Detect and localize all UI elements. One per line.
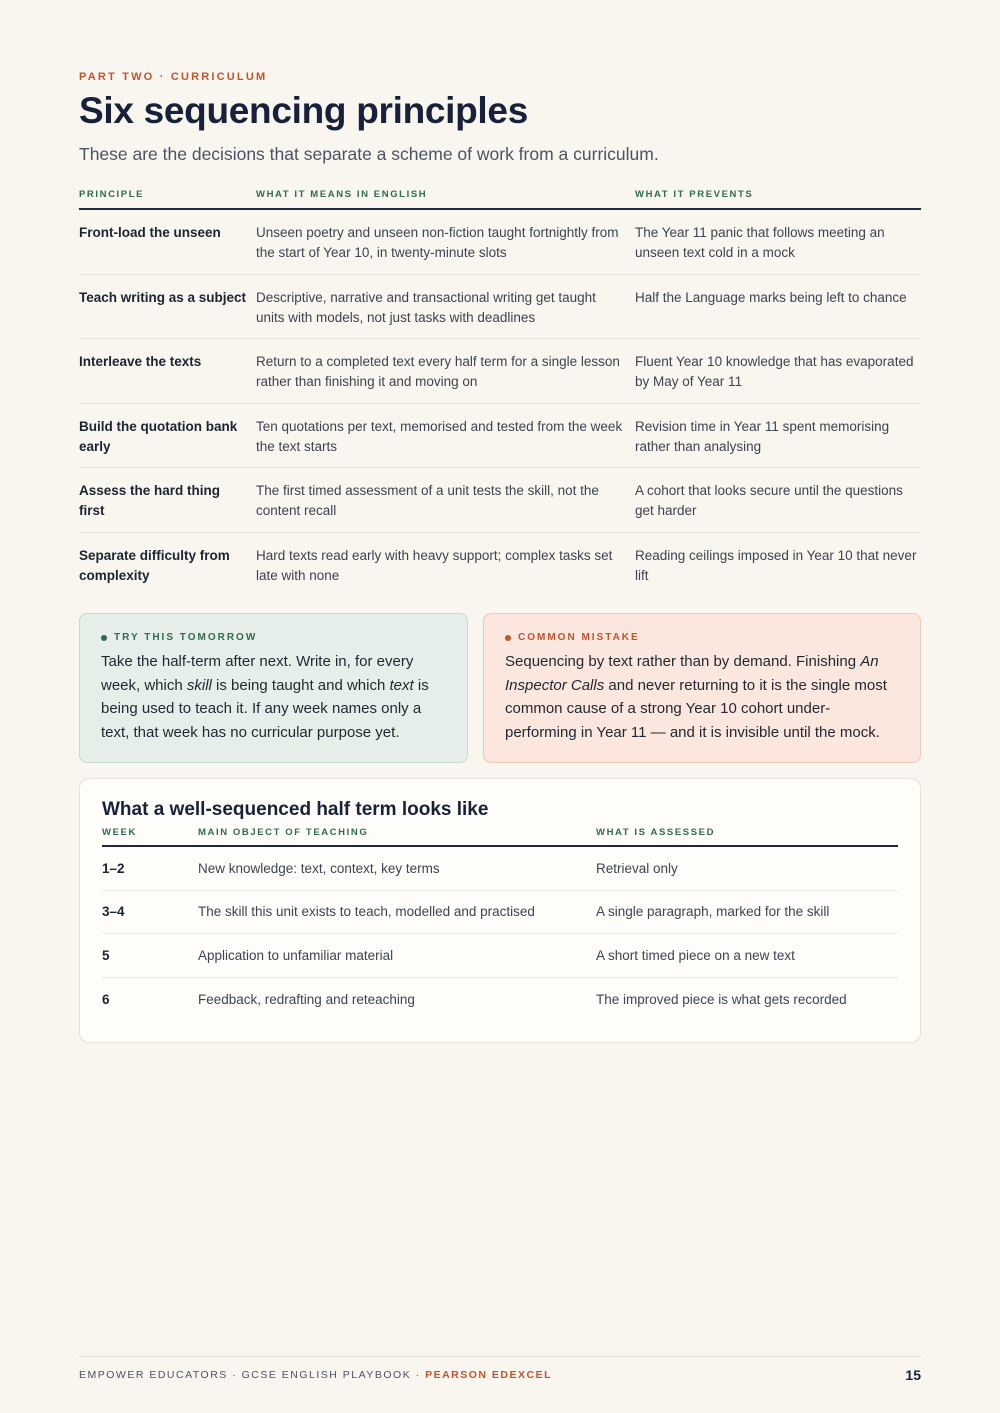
prevents-cell: A cohort that looks secure until the questions get harder	[635, 483, 903, 519]
means-cell: Return to a completed text every half term for a single lesson rather than finishing it and moving on	[256, 354, 620, 390]
principle-cell: Build the quotation bank early	[79, 418, 238, 454]
mistake-text: Sequencing by text rather than by demand. Finishing	[505, 653, 861, 670]
table-row	[102, 891, 898, 935]
column-header-means: WHAT IT MEANS IN ENGLISH	[256, 189, 428, 200]
table-row	[102, 934, 898, 978]
principle-cell: Interleave the texts	[79, 354, 202, 370]
callout-label	[101, 632, 446, 643]
assessed-cell: Retrieval only	[596, 860, 678, 876]
assessed-cell: A short timed piece on a new text	[596, 947, 795, 963]
callout-label	[505, 632, 899, 643]
assessed-cell: The improved piece is what gets recorded	[596, 992, 847, 1008]
week-cell: 6	[102, 992, 110, 1008]
means-cell: Ten quotations per text, memorised and tested from the week the text starts	[256, 418, 623, 454]
table-row	[79, 533, 921, 598]
half-term-table-header	[102, 827, 898, 847]
half-term-card	[79, 778, 921, 1043]
principle-cell: Separate difficulty from complexity	[79, 547, 230, 583]
means-cell: The first timed assessment of a unit tests the skill, not the content recall	[256, 483, 599, 519]
object-cell: The skill this unit exists to teach, modelled and practised	[198, 904, 535, 920]
principles-table	[79, 189, 921, 598]
bullet-dot-icon	[101, 635, 107, 641]
table-row	[79, 468, 921, 533]
means-cell: Unseen poetry and unseen non-fiction taught fortnightly from the start of Year 10, in twenty-minute slots	[256, 225, 619, 260]
table-row	[79, 339, 921, 404]
half-term-title: What a well-sequenced half term looks like	[102, 799, 489, 820]
callout-label-text: COMMON MISTAKE	[518, 632, 640, 643]
principles-table-header	[79, 189, 921, 210]
principle-cell: Teach writing as a subject	[79, 289, 247, 305]
footer-running-title	[79, 1369, 552, 1381]
common-mistake-callout	[483, 613, 921, 763]
prevents-cell: Fluent Year 10 knowledge that has evaporated by May of Year 11	[635, 354, 914, 390]
prevents-cell: Reading ceilings imposed in Year 10 that never lift	[635, 547, 917, 583]
bullet-dot-icon	[505, 635, 511, 641]
tip-text: is being used to teach it. If any week names only a text, that week has no curricular purpose yet.	[101, 676, 429, 741]
tip-emphasis: text	[389, 676, 414, 694]
tip-text: is being taught and which	[211, 676, 390, 694]
page-footer	[79, 1367, 921, 1383]
table-row	[102, 847, 898, 891]
week-cell: 5	[102, 947, 110, 963]
callout-label-text: TRY THIS TOMORROW	[114, 632, 258, 643]
table-row	[102, 978, 898, 1022]
principle-cell: Assess the hard thing first	[79, 483, 221, 519]
week-cell: 3–4	[102, 904, 125, 920]
page-title: Six sequencing principles	[79, 90, 528, 131]
mistake-emphasis: An Inspector Calls	[505, 653, 879, 694]
column-header-prevents: WHAT IT PREVENTS	[635, 189, 754, 200]
object-cell: New knowledge: text, context, key terms	[198, 860, 440, 876]
assessed-cell: A single paragraph, marked for the skill	[596, 904, 830, 920]
tip-emphasis: skill	[186, 676, 212, 694]
prevents-cell: Revision time in Year 11 spent memorising rather than analysing	[635, 418, 890, 454]
page-subtitle: These are the decisions that separate a scheme of work from a curriculum.	[79, 144, 659, 164]
footer-publication: EMPOWER EDUCATORS · GCSE ENGLISH PLAYBOOK ·	[79, 1369, 426, 1381]
table-row	[79, 275, 921, 340]
week-cell: 1–2	[102, 860, 125, 876]
column-header-assessed: WHAT IS ASSESSED	[596, 827, 716, 838]
prevents-cell: The Year 11 panic that follows meeting an unseen text cold in a mock	[635, 225, 885, 260]
table-row	[79, 210, 921, 275]
column-header-principle: PRINCIPLE	[79, 189, 145, 200]
prevents-cell: Half the Language marks being left to chance	[635, 289, 907, 305]
means-cell: Descriptive, narrative and transactional writing get taught units with models, not just tasks with deadlines	[256, 289, 596, 325]
footer-divider	[79, 1356, 921, 1357]
page	[79, 0, 921, 1413]
mistake-text: and never returning to it is the single most common cause of a strong Year 10 cohort under-performing in Year 11 — and it is invisible until the mock.	[505, 676, 887, 741]
object-cell: Application to unfamiliar material	[198, 947, 394, 963]
object-cell: Feedback, redrafting and reteaching	[198, 992, 415, 1008]
means-cell: Hard texts read early with heavy support; complex tasks set late with none	[256, 547, 613, 583]
tip-text: Take the half-term after next. Write in, for every week, which	[101, 653, 414, 694]
column-header-object: MAIN OBJECT OF TEACHING	[198, 827, 369, 838]
table-row	[79, 404, 921, 469]
principle-cell: Front-load the unseen	[79, 225, 221, 240]
try-this-tomorrow-callout	[79, 613, 468, 763]
section-kicker: PART TWO · CURRICULUM	[79, 71, 268, 83]
page-number: 15	[905, 1367, 921, 1383]
footer-board: PEARSON EDEXCEL	[425, 1369, 552, 1381]
column-header-week: WEEK	[102, 827, 137, 838]
callout-body	[101, 650, 446, 744]
callout-body	[505, 650, 899, 744]
